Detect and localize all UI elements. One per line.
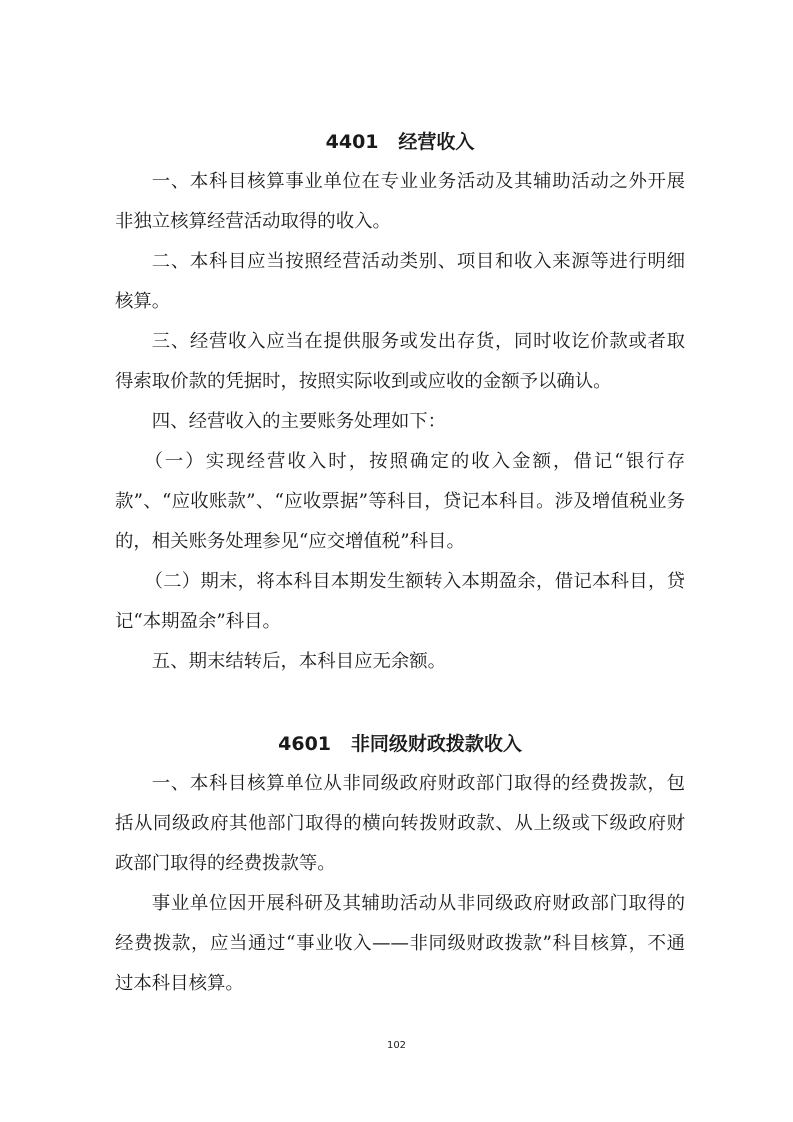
section-heading-4401: 4401 经营收入 [325, 131, 475, 153]
paragraph: 二、本科目应当按照经营活动类别、项目和收入来源等进行明细核算。 [115, 251, 685, 312]
page-number: 102 [386, 1040, 407, 1051]
page-content [115, 122, 685, 1004]
paragraph: 一、本科目核算事业单位在专业业务活动及其辅助活动之外开展非独立核算经营活动取得的收入。 [115, 171, 685, 232]
paragraph: 事业单位因开展科研及其辅助活动从非同级政府财政部门取得的经费拨款，应当通过“事业收入——非同级财政拨款”科目核算，不通过本科目核算。 [115, 893, 685, 994]
paragraph: 四、经营收入的主要账务处理如下： [151, 411, 447, 432]
paragraph: 一、本科目核算单位从非同级政府财政部门取得的经费拨款，包括从同级政府其他部门取得的横向转拨财政款、从上级或下级政府财政部门取得的经费拨款等。 [115, 773, 685, 874]
paragraph: 三、经营收入应当在提供服务或发出存货，同时收讫价款或者取得索取价款的凭据时，按照实际收到或应收的金额予以确认。 [115, 331, 685, 392]
paragraph: （一）实现经营收入时，按照确定的收入金额，借记“银行存款”、“应收账款”、“应收票据”等科目，贷记本科目。涉及增值税业务的，相关账务处理参见“应交增值税”科目。 [115, 451, 685, 552]
paragraph: 五、期末结转后，本科目应无余额。 [151, 651, 447, 672]
paragraph: （二）期末，将本科目本期发生额转入本期盈余，借记本科目，贷记“本期盈余”科目。 [115, 571, 685, 632]
section-heading-4601: 4601 非同级财政拨款收入 [278, 733, 522, 755]
